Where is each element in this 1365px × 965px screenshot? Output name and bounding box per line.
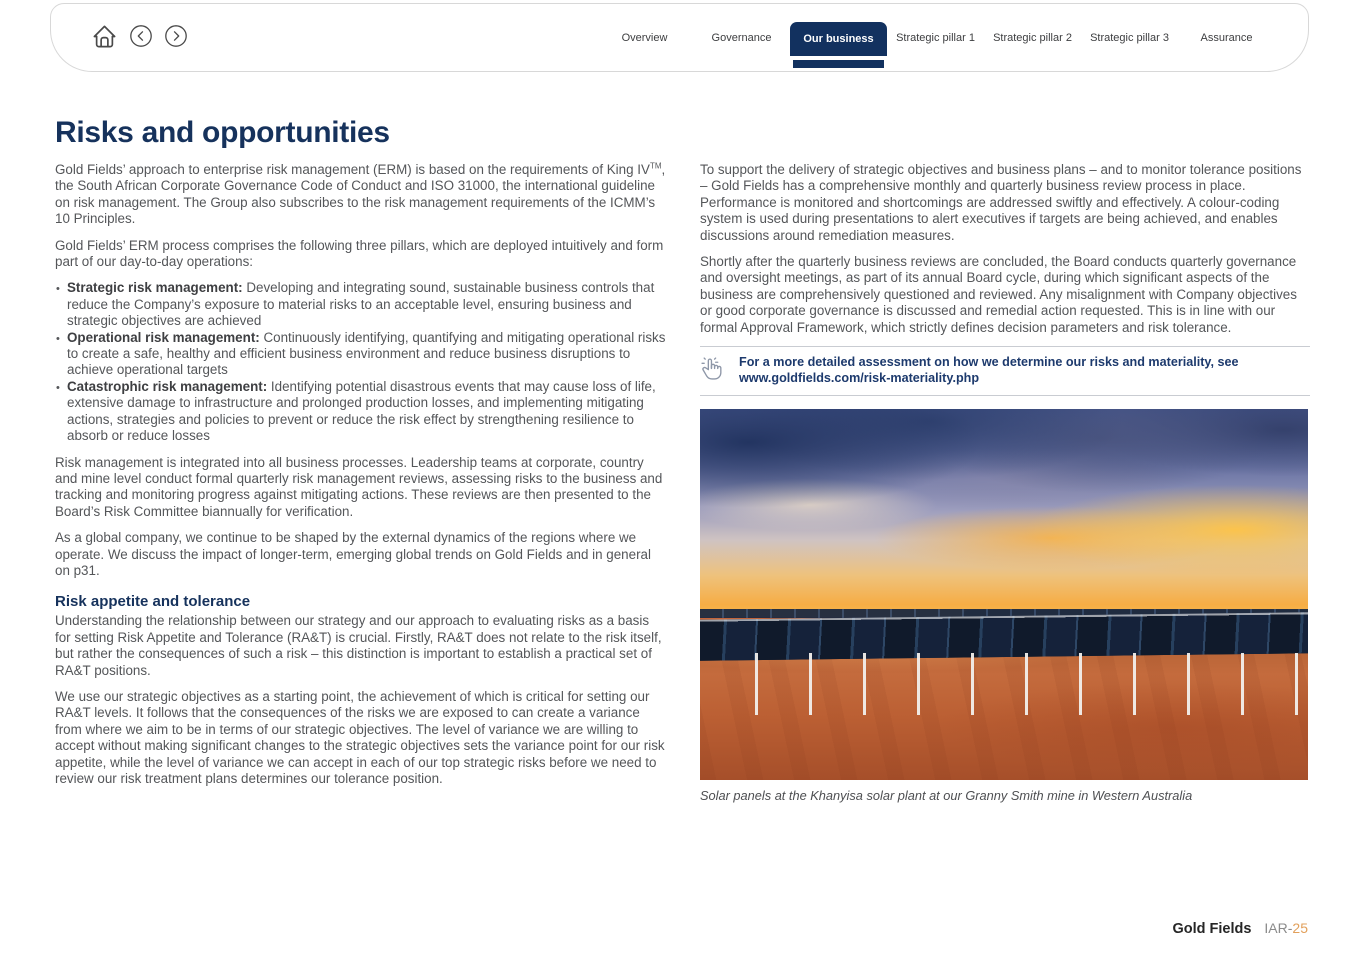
footer-page-ref [1264, 920, 1308, 936]
bullet-lead: Operational risk management: [67, 329, 260, 345]
tab-strategic-pillar-1[interactable]: Strategic pillar 1 [896, 31, 975, 44]
top-nav-bar [50, 3, 1309, 72]
paragraph-business-review: To support the delivery of strategic objectives and business plans – and to monitor tolerance positions – Gold Fields has a comprehensive monthly and quarterly business review process in place. Performance is monitored and shortcomings are addressed swiftly and effectively. A colour-coding system is used during presentations to alert executives if targets are being achieved, and enables discussions around remediation measures. [700, 162, 1302, 243]
photo-support-posts [704, 653, 1308, 715]
left-column [55, 162, 668, 797]
chevron-left-circle-icon [129, 24, 153, 51]
tab-assurance[interactable]: Assurance [1200, 31, 1253, 44]
bullet-lead: Strategic risk management: [67, 280, 243, 296]
paragraph-erm-intro [55, 162, 668, 228]
nav-tabs [596, 4, 1275, 71]
footer-brand: Gold Fields [1172, 921, 1252, 937]
bullet-text: Continuously identifying, quantifying and mitigating operational risks to create a safe, healthy and efficient business environment and reduce business disruptions to achieve operational targets [67, 329, 666, 378]
solar-panels-photo [700, 409, 1308, 780]
tab-overview[interactable]: Overview [621, 31, 668, 44]
back-button[interactable] [129, 24, 153, 51]
page-title: Risks and opportunities [55, 116, 390, 150]
tab-our-business[interactable]: Our business [790, 22, 887, 56]
hand-click-icon [700, 356, 725, 386]
chevron-right-circle-icon [164, 24, 188, 51]
bullet-text: Developing and integrating sound, sustainable business controls that reduce the Company’s exposure to material risks to an acceptable level, ensuring business and strategic objectives are achieved [67, 280, 655, 329]
bullet-lead: Catastrophic risk management: [67, 378, 268, 394]
page-footer [1172, 920, 1308, 937]
footer-page-number: 25 [1292, 920, 1308, 936]
photo-sunset-sky [700, 409, 1308, 617]
paragraph-erm-pillars-intro: Gold Fields’ ERM process comprises the following three pillars, which are deployed intuitively and form part of our day-to-day operations: [55, 237, 664, 270]
footer-report-label: IAR- [1264, 920, 1293, 936]
paragraph-risk-integration: Risk management is integrated into all business processes. Leadership teams at corporate, country and mine level conduct formal quarterly risk management reviews, assessing risks to the business and tracking and monitoring progress against mitigating actions. These reviews are then presented to the Board’s Risk Committee biannually for verification. [55, 454, 663, 519]
tab-strategic-pillar-2[interactable]: Strategic pillar 2 [993, 31, 1072, 44]
paragraph-board-governance: Shortly after the quarterly business reviews are concluded, the Board conducts quarterly governance and oversight meetings, as part of its annual Board cycle, during which significant aspects of the business are comprehensively questioned and reviewed. Any misalignment with Company objectives or good corporate governance is discussed and remedial action requested. This is in line with our formal Approval Framework, which strictly defines decision parameters and risk tolerance. [700, 254, 1297, 335]
list-item-catastrophic-risk [55, 379, 668, 445]
bullet-text: Identifying potential disastrous events that may cause loss of life, extensive damage to infrastructure and prolonged production losses, and implementing mitigating actions, strategies and policies to prevent or reduce the risk effect by strengthening resilience to absorb or reduce losses [67, 378, 656, 444]
subheading-risk-appetite: Risk appetite and tolerance [55, 593, 251, 611]
trademark-superscript: TM [649, 161, 662, 171]
paragraph-rat-levels: We use our strategic objectives as a starting point, the achievement of which is critical for setting our RA&T levels. It follows that the consequences of the risks we are exposed to can create a variance from where we aim to be in terms of our strategic objectives. The level of variance we are willing to accept without making significant changes to the strategic objectives sets the variance point for our risk appetite, while the level of variance we can accept in each of our top strategic risks before we need to review our risk treatment plans determines our tolerance position. [55, 688, 665, 786]
home-button[interactable] [91, 23, 118, 53]
materiality-link-text[interactable]: For a more detailed assessment on how we determine our risks and materiality, see www.goldfields.com/risk-materiality.php [739, 355, 1239, 385]
right-column [700, 162, 1310, 803]
tab-strategic-pillar-3[interactable]: Strategic pillar 3 [1090, 31, 1169, 44]
home-icon [91, 23, 118, 53]
paragraph-text: Gold Fields’ approach to enterprise risk management (ERM) is based on the requirements of King IV [55, 162, 650, 177]
paragraph-global-company: As a global company, we continue to be shaped by the external dynamics of the regions where we operate. We discuss the impact of longer-term, emerging global trends on Gold Fields and in general on p31. [55, 530, 651, 578]
tab-governance[interactable]: Governance [711, 31, 772, 44]
list-item-operational-risk [55, 330, 668, 379]
materiality-link-callout [700, 346, 1310, 396]
figure-caption: Solar panels at the Khanyisa solar plant at our Granny Smith mine in Western Australia [700, 788, 1193, 804]
nav-controls [91, 4, 188, 71]
list-item-strategic-risk [55, 280, 668, 329]
erm-pillars-list [55, 280, 668, 444]
forward-button[interactable] [164, 24, 188, 51]
paragraph-text: , the South African Corporate Governance Code of Conduct and ISO 31000, the international guideline on risk management. The Group also subscribes to the risk management requirements of the ICMM’s 10 Principles. [55, 162, 666, 227]
paragraph-rat-understanding: Understanding the relationship between our strategy and our approach to evaluating risks as a basis for setting Risk Appetite and Tolerance (RA&T) is crucial. Firstly, RA&T does not relate to the risk itself, but rather the consequences of such a risk – this distinction is important to establish a practical set of RA&T positions. [55, 613, 662, 678]
